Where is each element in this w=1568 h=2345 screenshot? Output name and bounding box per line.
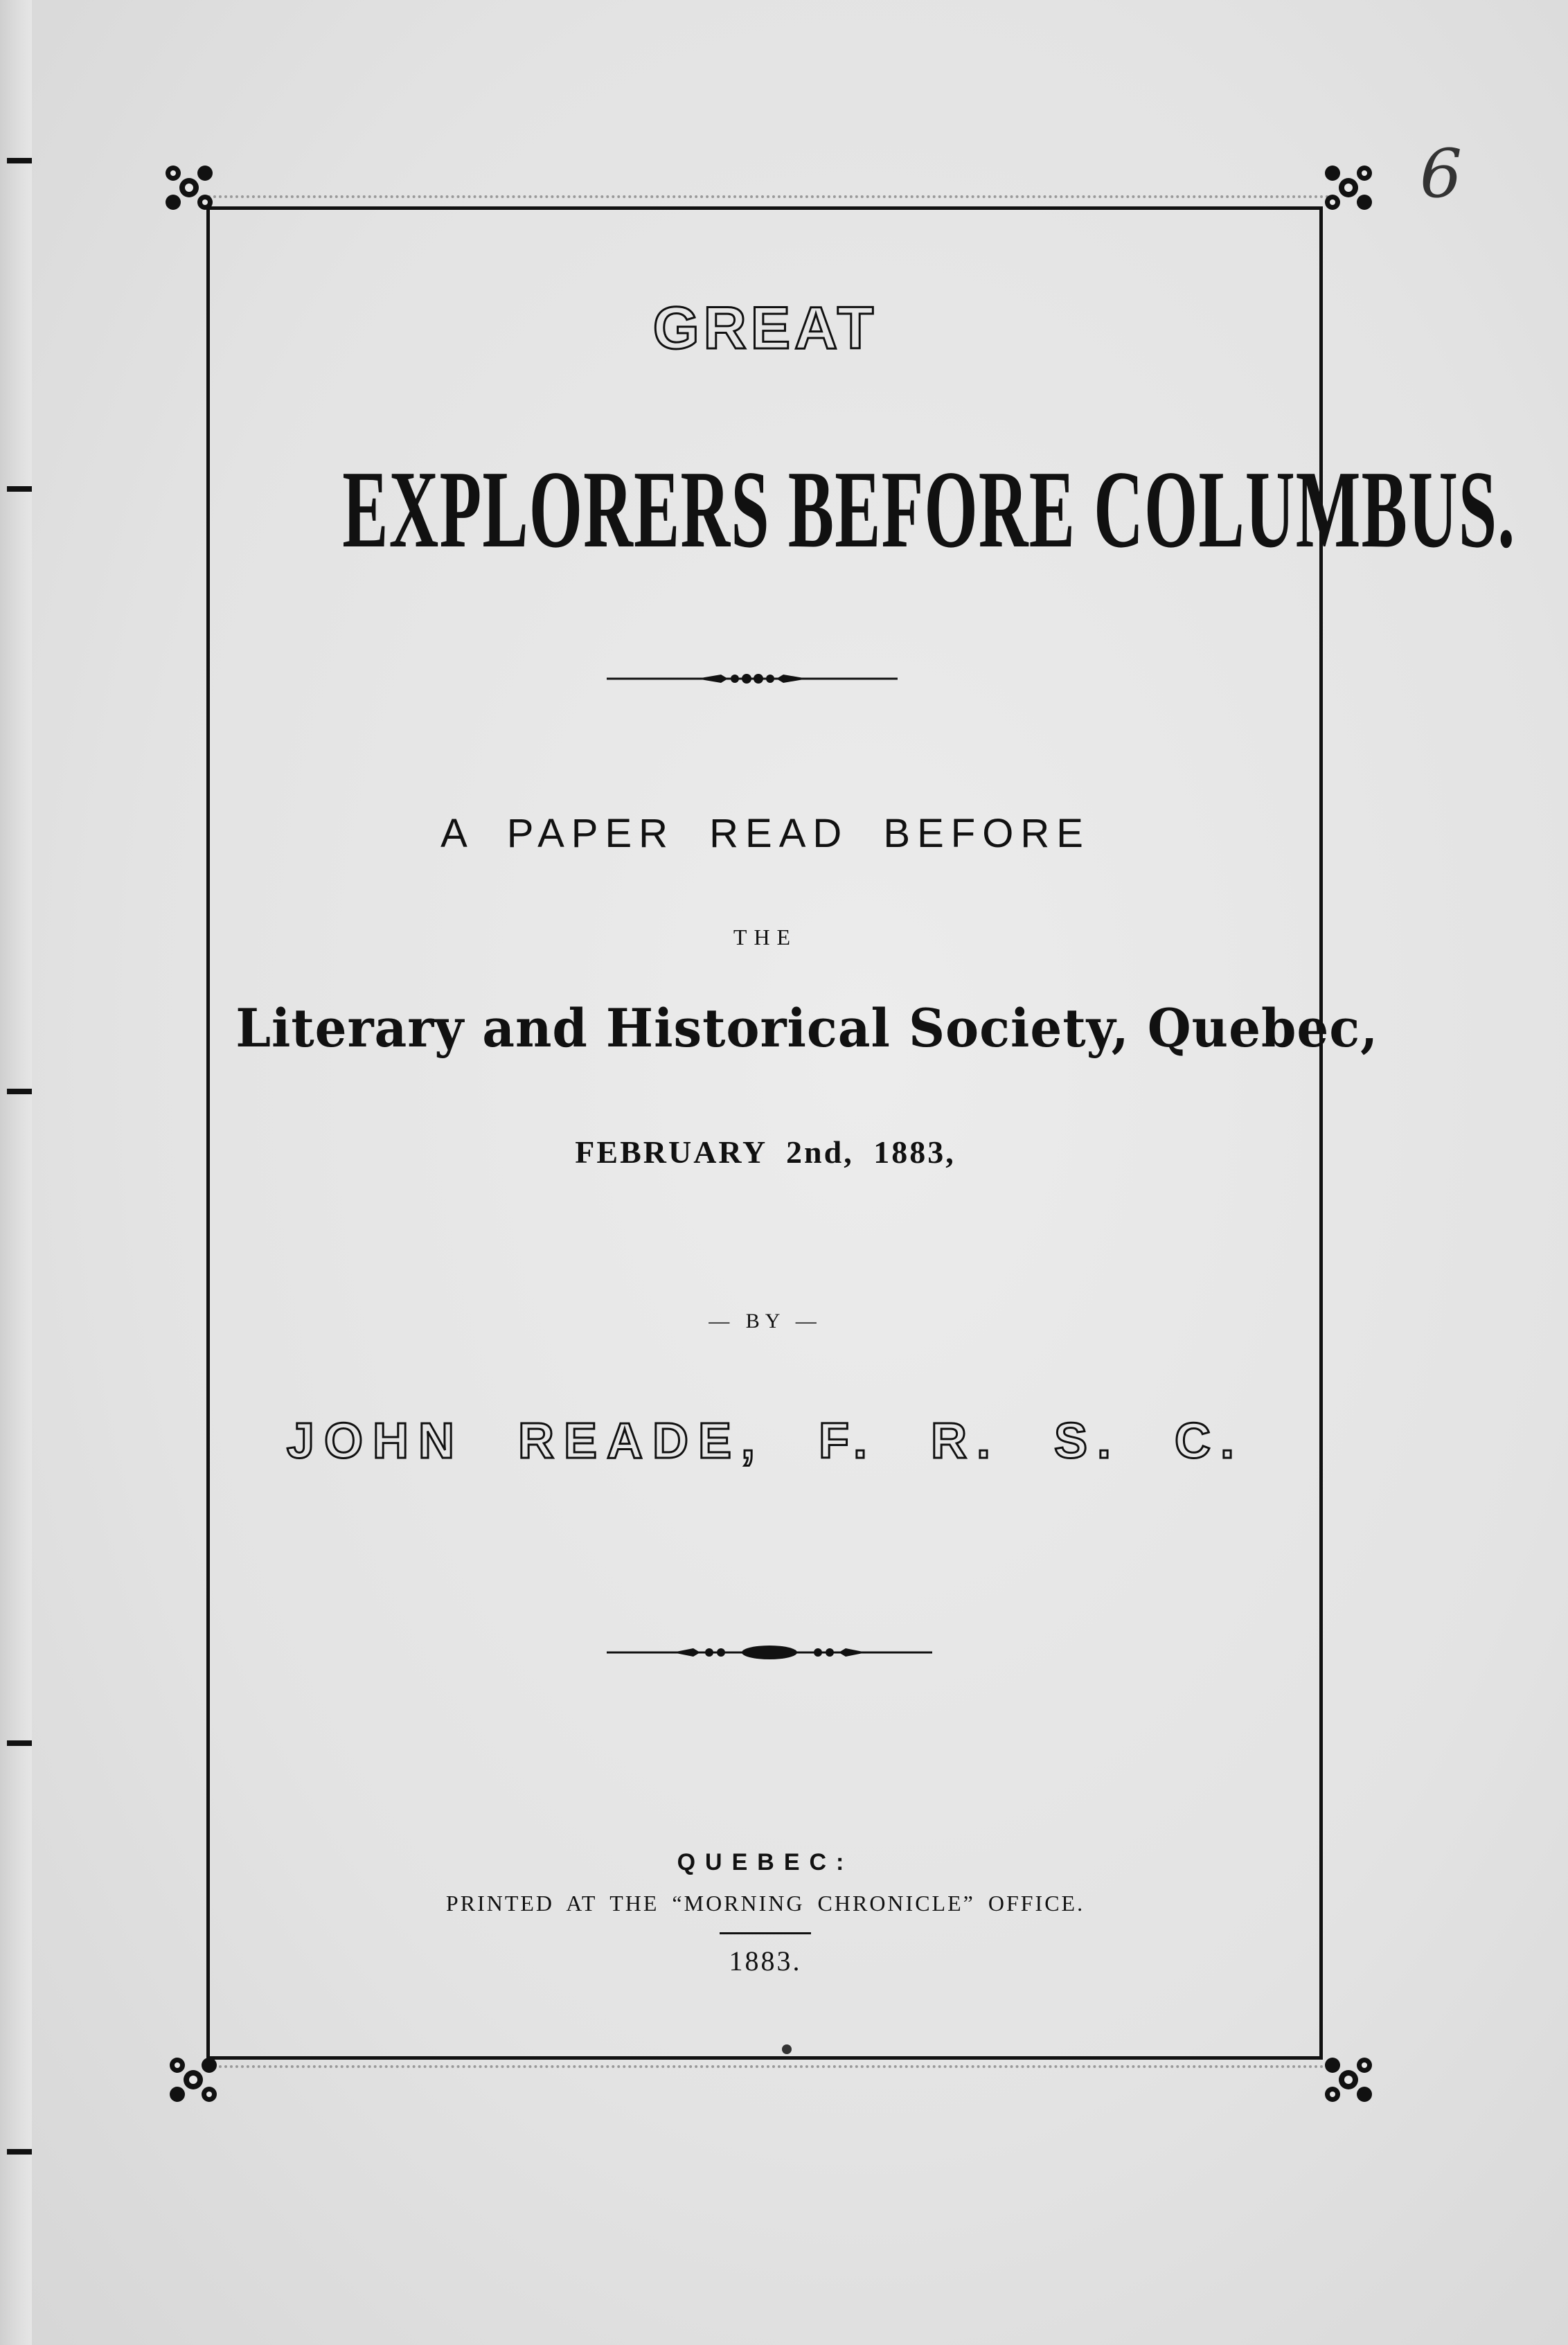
imprint-printer: PRINTED AT THE “MORNING CHRONICLE” OFFICE. (445, 1891, 1085, 1916)
ink-dot (782, 2044, 792, 2054)
title-line-explorers: EXPLORERS BEFORE COLUMBUS. (342, 447, 1516, 571)
handwritten-page-number: 6 (1420, 135, 1463, 213)
fleuron-corner-icon (1319, 2050, 1378, 2110)
author-name: JOHN READE, F. R. S. C. (286, 1414, 1245, 1469)
imprint-year: 1883. (729, 1945, 802, 1977)
binding-stitch (7, 1089, 32, 1094)
binding-stitch (7, 158, 32, 163)
dotted-rule-top (208, 195, 1330, 198)
binding-spine (0, 0, 32, 2345)
binding-stitch (7, 486, 32, 492)
paper-read-before: A PAPER READ BEFORE (440, 811, 1090, 856)
dotted-rule-bottom (208, 2065, 1330, 2068)
scroll-rule-icon (607, 668, 898, 689)
short-rule (720, 1932, 811, 1934)
fleuron-corner-icon (1319, 158, 1378, 217)
society-name: Literary and Historical Society, Quebec, (235, 997, 1379, 1059)
the-line: THE (733, 925, 798, 949)
fleuron-corner-icon (163, 2050, 223, 2110)
title-line-great: GREAT (652, 295, 878, 362)
binding-stitch (7, 2149, 32, 2155)
fleuron-corner-icon (159, 158, 219, 217)
by-line: — BY — (709, 1310, 822, 1332)
scroll-rule-icon (607, 1642, 932, 1663)
binding-stitch (7, 1740, 32, 1746)
imprint-city: QUEBEC: (677, 1849, 854, 1875)
lecture-date: FEBRUARY 2nd, 1883, (575, 1134, 956, 1170)
